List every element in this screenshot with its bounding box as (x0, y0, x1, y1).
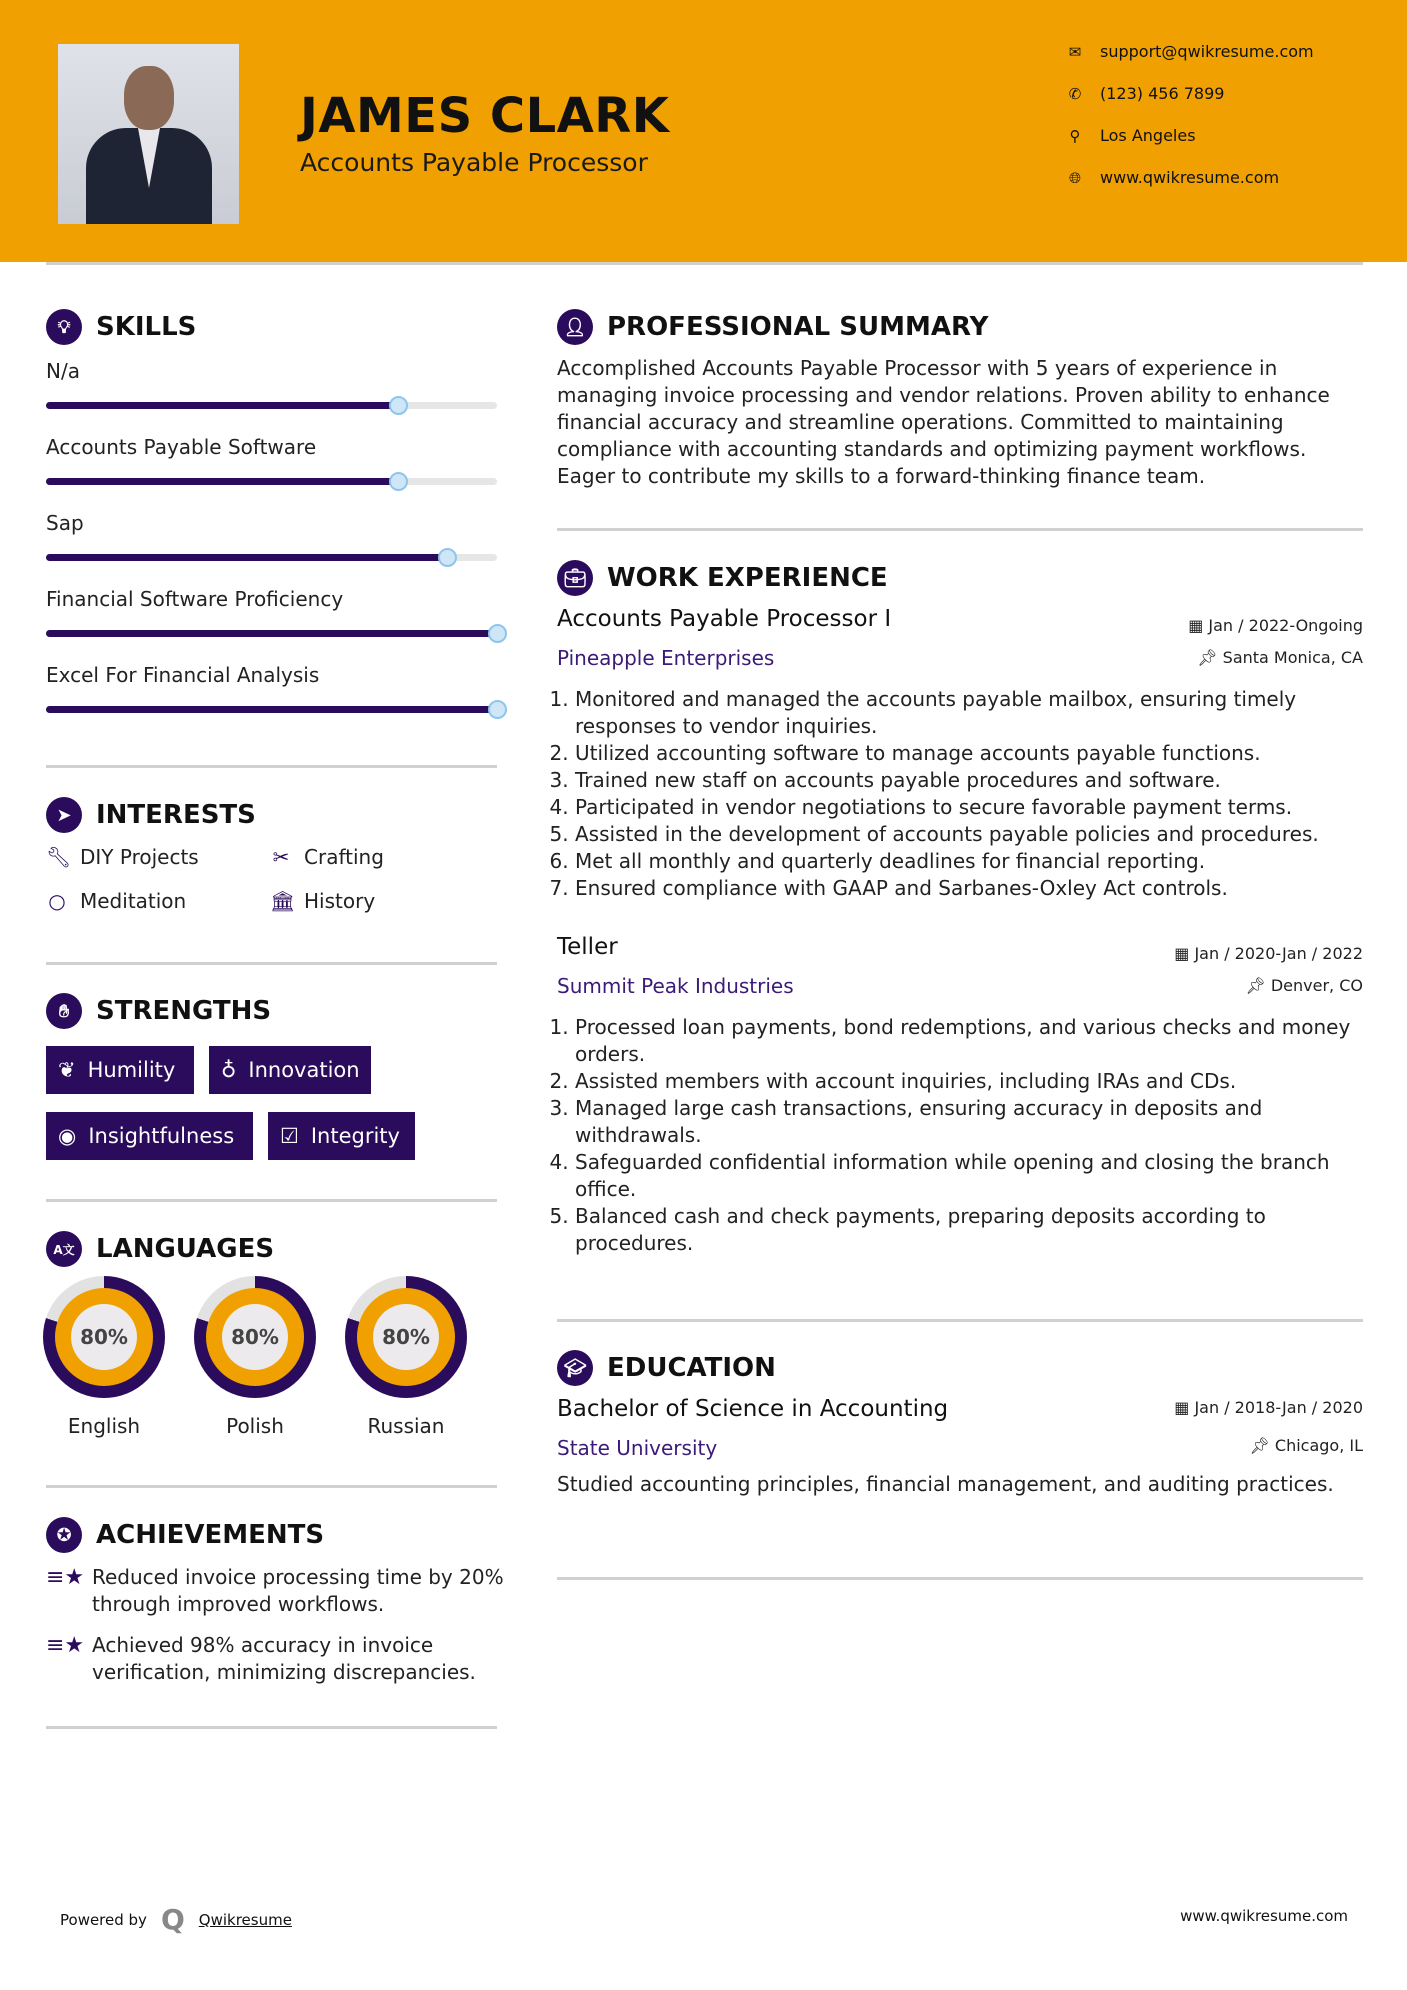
interests-heading: ➤ INTERESTS (46, 797, 256, 833)
language-donut: 80% (345, 1276, 467, 1398)
envelope-icon: ✉ (1068, 42, 1082, 61)
language-label: Russian (367, 1414, 445, 1438)
skill-bar (46, 630, 497, 637)
company: Summit Peak Industries (557, 974, 794, 998)
footer-url[interactable]: www.qwikresume.com (1180, 1907, 1348, 1925)
hand-icon: ✋︎ (46, 993, 82, 1029)
skill-label: Accounts Payable Software (46, 435, 317, 459)
bullet-item: 5. Assisted in the development of accounts payable policies and procedures. (575, 821, 1363, 848)
education-date: ▦ Jan / 2018-Jan / 2020 (1174, 1398, 1363, 1417)
paper-plane-icon: ➤ (46, 797, 82, 833)
bullet-item: 6. Met all monthly and quarterly deadlines for financial reporting. (575, 848, 1363, 875)
skill-bar-fill (46, 478, 398, 485)
eye-icon: ◉ (58, 1124, 77, 1148)
education-description: Studied accounting principles, financial management, and auditing practices. (557, 1472, 1334, 1496)
skill-label: Sap (46, 511, 84, 535)
contact-email[interactable]: ✉ support@qwikresume.com (1066, 42, 1314, 61)
skill-bar-fill (46, 706, 497, 713)
calendar-icon: ▦ (1188, 616, 1209, 635)
bullet-item: 3. Managed large cash transactions, ensuring accuracy in deposits and withdrawals. (575, 1095, 1363, 1149)
job-date: ▦ Jan / 2020-Jan / 2022 (1174, 944, 1363, 963)
calendar-icon: ▦ (1174, 944, 1195, 963)
skill-bar (46, 554, 497, 561)
leaf-icon: ❦ (58, 1058, 76, 1082)
job-location: 📌︎ Denver, CO (1245, 976, 1363, 995)
skill-knob (488, 624, 507, 643)
skill-knob (389, 472, 408, 491)
pin-icon: 📌︎ (1249, 1436, 1275, 1455)
languages-heading: A文 LANGUAGES (46, 1231, 274, 1267)
bullet-item: 4. Participated in vendor negotiations to secure favorable payment terms. (575, 794, 1363, 821)
strength-tag: ◉ Insightfulness (46, 1112, 253, 1160)
circle-icon: ○ (48, 889, 66, 913)
degree: Bachelor of Science in Accounting (557, 1396, 949, 1422)
star-badge-icon: ✪ (46, 1517, 82, 1553)
skill-bar (46, 478, 497, 485)
pin-icon: 📌︎ (1245, 976, 1271, 995)
bullet-item: 4. Safeguarded confidential information while opening and closing the branch office. (575, 1149, 1363, 1203)
achievement-item: ≡★ Reduced invoice processing time by 20% through improved workflows. (46, 1565, 504, 1616)
bullet-item: 2. Utilized accounting software to manage accounts payable functions. (575, 740, 1363, 767)
job-location: 📌︎ Santa Monica, CA (1197, 648, 1363, 667)
skill-knob (438, 548, 457, 567)
strength-tag: ♁ Innovation (209, 1046, 371, 1094)
skill-knob (488, 700, 507, 719)
language-label: Polish (226, 1414, 284, 1438)
skills-heading: 💡︎ SKILLS (46, 309, 196, 345)
interest-item: 🏛︎ History (270, 889, 376, 913)
job-title: Teller (557, 934, 618, 960)
divider (46, 1199, 497, 1202)
education-heading: 🎓︎ EDUCATION (557, 1350, 776, 1386)
interest-item: ✂ Crafting (270, 845, 384, 869)
language-donut: 80% (194, 1276, 316, 1398)
qwikresume-logo-icon: Q (160, 1903, 185, 1936)
star-icon: ≡★ (46, 1565, 85, 1590)
skill-label: Financial Software Proficiency (46, 587, 344, 611)
star-icon: ≡★ (46, 1633, 85, 1658)
summary-heading: 👤︎ PROFESSIONAL SUMMARY (557, 309, 988, 345)
profile-photo (58, 44, 239, 224)
calendar-icon: ▦ (1174, 1398, 1195, 1417)
strength-tag: ☑ Integrity (268, 1112, 415, 1160)
bullet-item: 2. Assisted members with account inquiries, including IRAs and CDs. (575, 1068, 1363, 1095)
scissors-icon: ✂ (272, 845, 290, 869)
divider (46, 962, 497, 965)
school: State University (557, 1436, 718, 1460)
job-title: Accounts Payable Processor I (557, 606, 892, 632)
skill-label: N/a (46, 359, 80, 383)
strengths-heading: ✋︎ STRENGTHS (46, 993, 271, 1029)
bullet-item: 1. Monitored and managed the accounts payable mailbox, ensuring timely responses to vendor inquiries. (575, 686, 1363, 740)
wrench-icon: 🔧︎ (46, 845, 72, 869)
bullet-item: 5. Balanced cash and check payments, preparing deposits according to procedures. (575, 1203, 1363, 1257)
divider (46, 765, 497, 768)
job-bullets (557, 686, 1363, 902)
map-pin-icon: ⚲ (1069, 126, 1081, 145)
divider (46, 1726, 497, 1729)
contact-website[interactable]: 🌐︎ www.qwikresume.com (1066, 168, 1279, 187)
education-location: 📌︎ Chicago, IL (1249, 1436, 1363, 1455)
skill-knob (389, 396, 408, 415)
divider (557, 1577, 1363, 1580)
candidate-name: JAMES CLARK (300, 88, 670, 144)
candidate-title: Accounts Payable Processor (300, 148, 648, 177)
job-bullets (557, 1014, 1363, 1257)
user-icon: 👤︎ (557, 309, 593, 345)
skill-bar-fill (46, 402, 398, 409)
bullet-item: 3. Trained new staff on accounts payable procedures and software. (575, 767, 1363, 794)
skill-bar (46, 706, 497, 713)
skill-bar (46, 402, 497, 409)
phone-icon: ✆ (1068, 84, 1082, 103)
divider (46, 262, 1363, 265)
interest-item: 🔧︎ DIY Projects (46, 845, 199, 869)
footer-powered: Powered by Q Qwikresume (60, 1903, 292, 1936)
divider (557, 528, 1363, 531)
bullet-item: 1. Processed loan payments, bond redemptions, and various checks and money orders. (575, 1014, 1363, 1068)
lightbulb-icon: ♁ (221, 1058, 237, 1082)
lightbulb-icon: 💡︎ (46, 309, 82, 345)
summary-text: Accomplished Accounts Payable Processor with 5 years of experience in managing invoice processing and vendor relations. Proven ability to enhance financial accuracy and streamline operations. Committed to maintaining compliance with accounting standards and optimizing payment workflows. Eager to contribute my skills to a forward-thinking finance team. (557, 356, 1330, 488)
divider (46, 1485, 497, 1488)
skill-label: Excel For Financial Analysis (46, 663, 320, 687)
brand-link[interactable]: Qwikresume (198, 1910, 292, 1929)
check-square-icon: ☑ (280, 1124, 299, 1148)
experience-heading: 💼︎ WORK EXPERIENCE (557, 560, 888, 596)
company: Pineapple Enterprises (557, 646, 775, 670)
contact-location: ⚲ Los Angeles (1066, 126, 1196, 145)
contact-phone: ✆ (123) 456 7899 (1066, 84, 1224, 103)
briefcase-icon: 💼︎ (557, 560, 593, 596)
skill-bar-fill (46, 554, 447, 561)
skill-bar-fill (46, 630, 497, 637)
strength-tag: ❦ Humility (46, 1046, 194, 1094)
pin-icon: 📌︎ (1197, 648, 1223, 667)
job-date: ▦ Jan / 2022-Ongoing (1188, 616, 1363, 635)
interest-item: ○ Meditation (46, 889, 186, 913)
achievements-heading: ✪ ACHIEVEMENTS (46, 1517, 324, 1553)
divider (557, 1319, 1363, 1322)
language-label: English (67, 1414, 141, 1438)
language-icon: A文 (46, 1231, 82, 1267)
globe-icon: 🌐︎ (1068, 168, 1081, 187)
museum-icon: 🏛︎ (270, 889, 296, 913)
language-donut: 80% (43, 1276, 165, 1398)
achievement-item: ≡★ Achieved 98% accuracy in invoice verification, minimizing discrepancies. (46, 1633, 476, 1684)
bullet-item: 7. Ensured compliance with GAAP and Sarbanes-Oxley Act controls. (575, 875, 1363, 902)
graduate-icon: 🎓︎ (557, 1350, 593, 1386)
